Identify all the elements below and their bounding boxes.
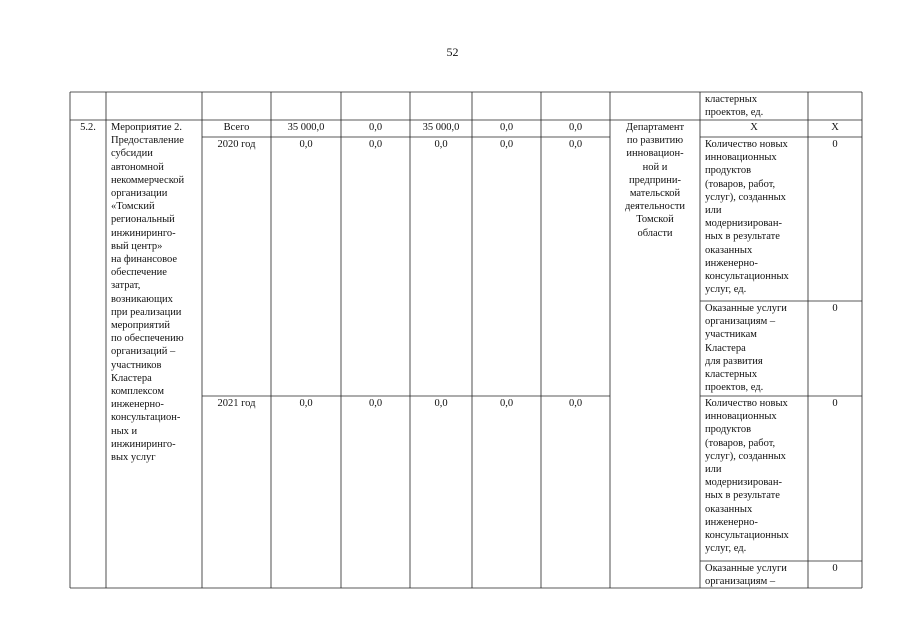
value-cell: 0,0	[368, 139, 383, 150]
top-row-indicator: кластерных проектов, ед.	[705, 94, 764, 119]
value-cell: 0,0	[434, 398, 448, 409]
value-cell: 0,0	[568, 398, 583, 409]
page-number: 52	[446, 45, 459, 59]
value-cell: 0,0	[499, 139, 514, 150]
row-title: Мероприятие 2. Предоставление субсидии автономной некоммерческой организации «Томский региональный инжиниринго- вый центр» на финансовое обеспечение затрат, возникающих при реализации мероприятий по обеспечению организаций – участников Кластера комплексом инженерно- консультацион- ных и инжиниринго- вых услуг	[111, 122, 185, 464]
year-label-2021: 2021 год	[217, 398, 256, 409]
indicator-value: 0	[832, 303, 838, 314]
indicator-name: Количество новых инновационных продуктов (товаров, работ, услуг), созданных или модернизирован- ных в результате оказанных инженерно- консультационных услуг, ед.	[705, 139, 789, 296]
indicator-value: X	[831, 122, 839, 133]
value-cell: 35 000,0	[287, 122, 325, 133]
value-cell: 0,0	[499, 398, 514, 409]
value-cell: 0,0	[368, 122, 383, 133]
indicator-value: 0	[832, 139, 838, 150]
value-cell: 0,0	[368, 398, 383, 409]
executor: Департамент по развитию инновацион- ной и предприни- мательской деятельности Томской области	[624, 122, 686, 239]
value-cell: 0,0	[568, 122, 583, 133]
row-number: 5.2.	[80, 122, 96, 133]
value-cell: 0,0	[568, 139, 583, 150]
indicator-name: Количество новых инновационных продуктов (товаров, работ, услуг), созданных или модернизирован- ных в результате оказанных инженерно- консультационных услуг, ед.	[705, 398, 789, 555]
value-cell: 0,0	[299, 398, 313, 409]
indicator-name: Оказанные услуги организациям –	[705, 563, 787, 588]
indicator-name: X	[750, 122, 758, 133]
indicator-name: Оказанные услуги организациям – участникам Кластера для развития кластерных проектов, ед.	[705, 303, 787, 394]
value-cell: 0,0	[499, 122, 514, 133]
year-label-total: Всего	[223, 122, 250, 133]
year-label-2020: 2020 год	[217, 139, 256, 150]
indicator-value: 0	[832, 398, 838, 409]
value-cell: 0,0	[299, 139, 313, 150]
value-cell: 35 000,0	[422, 122, 460, 133]
value-cell: 0,0	[434, 139, 448, 150]
indicator-value: 0	[832, 563, 838, 574]
